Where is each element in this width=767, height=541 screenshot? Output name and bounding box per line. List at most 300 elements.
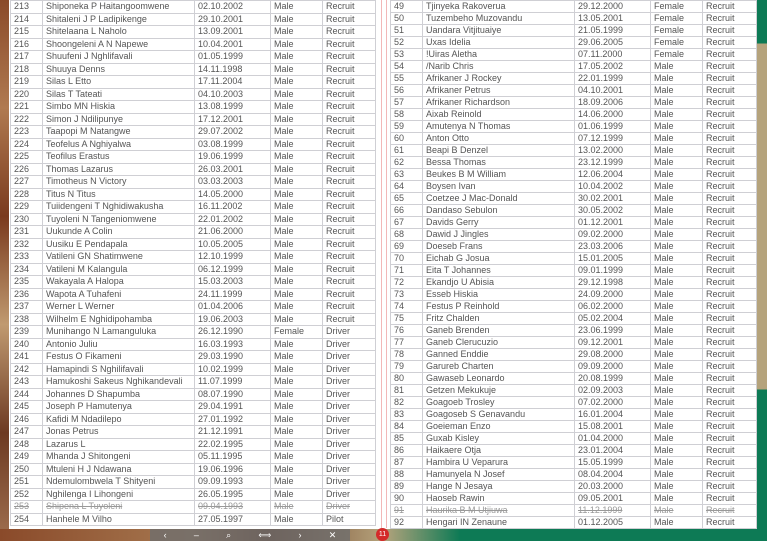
gender-cell: Male [271, 213, 323, 226]
gender-cell: Male [271, 426, 323, 439]
gender-cell: Male [271, 88, 323, 101]
name-cell: Titus N Titus [43, 188, 195, 201]
gender-cell: Male [271, 251, 323, 264]
name-cell: Thomas Lazarus [43, 163, 195, 176]
close-icon[interactable]: ✕ [328, 530, 337, 540]
row-number-cell: 49 [391, 1, 423, 13]
name-cell: Jonas Petrus [43, 426, 195, 439]
table-row [11, 351, 376, 364]
table-row [391, 133, 757, 145]
table-row [11, 413, 376, 426]
role-cell: Recruit [703, 397, 757, 409]
gender-cell: Male [651, 181, 703, 193]
date-of-birth-cell: 16.11.2002 [195, 201, 271, 214]
name-cell: Afrikaner Richardson [423, 97, 575, 109]
table-row [11, 263, 376, 276]
date-of-birth-cell: 29.10.2001 [195, 13, 271, 26]
table-row [391, 337, 757, 349]
table-row [11, 463, 376, 476]
gender-cell: Male [271, 226, 323, 239]
table-row [391, 157, 757, 169]
role-cell: Recruit [703, 157, 757, 169]
name-cell: Guxab Kisley [423, 433, 575, 445]
date-of-birth-cell: 09.04.1993 [195, 501, 271, 514]
name-cell: Teofelus A Nghiyalwa [43, 138, 195, 151]
date-of-birth-cell: 19.06.2003 [195, 313, 271, 326]
table-row [11, 213, 376, 226]
date-of-birth-cell: 07.12.1999 [575, 133, 651, 145]
gender-cell: Male [271, 138, 323, 151]
table-row [391, 265, 757, 277]
name-cell: Gawaseb Leonardo [423, 373, 575, 385]
row-number-cell: 62 [391, 157, 423, 169]
table-row [11, 313, 376, 326]
gender-cell: Male [271, 501, 323, 514]
table-row [11, 501, 376, 514]
role-cell: Recruit [703, 265, 757, 277]
date-of-birth-cell: 09.09.1993 [195, 476, 271, 489]
table-row [391, 313, 757, 325]
role-cell: Recruit [703, 337, 757, 349]
date-of-birth-cell: 04.10.2001 [575, 85, 651, 97]
gender-cell: Male [651, 361, 703, 373]
role-cell: Recruit [703, 121, 757, 133]
role-cell: Recruit [703, 205, 757, 217]
role-cell: Recruit [323, 126, 376, 139]
gender-cell: Male [271, 51, 323, 64]
role-cell: Recruit [323, 63, 376, 76]
role-cell: Recruit [323, 1, 376, 14]
gender-cell: Female [271, 326, 323, 339]
table-row [11, 376, 376, 389]
chevron-right-icon[interactable]: › [298, 530, 302, 540]
role-cell: Recruit [703, 373, 757, 385]
row-number-cell: 55 [391, 73, 423, 85]
table-row [391, 277, 757, 289]
gender-cell: Male [271, 438, 323, 451]
role-cell: Recruit [703, 517, 757, 529]
table-row [11, 138, 376, 151]
row-number-cell: 83 [391, 409, 423, 421]
name-cell: Uusiku E Pendapala [43, 238, 195, 251]
role-cell: Driver [323, 388, 376, 401]
date-of-birth-cell: 19.06.1996 [195, 463, 271, 476]
name-cell: Silas T Tateati [43, 88, 195, 101]
row-number-cell: 239 [11, 326, 43, 339]
arrows-icon[interactable]: ⟺ [258, 530, 272, 540]
role-cell: Recruit [323, 13, 376, 26]
role-cell: Recruit [323, 201, 376, 214]
name-cell: Anton Otto [423, 133, 575, 145]
table-row [391, 37, 757, 49]
date-of-birth-cell: 09.01.1999 [575, 265, 651, 277]
role-cell: Recruit [703, 37, 757, 49]
name-cell: Ekandjo U Abisia [423, 277, 575, 289]
table-row [391, 25, 757, 37]
table-row [11, 1, 376, 14]
date-of-birth-cell: 03.08.1999 [195, 138, 271, 151]
name-cell: Dawid J Jingles [423, 229, 575, 241]
table-row [11, 51, 376, 64]
row-number-cell: 249 [11, 451, 43, 464]
name-cell: Vatileni M Kalangula [43, 263, 195, 276]
table-row [391, 421, 757, 433]
name-cell: Hamunyela N Josef [423, 469, 575, 481]
name-cell: Uukunde A Colin [43, 226, 195, 239]
name-cell: /Narib Chris [423, 61, 575, 73]
table-row [11, 363, 376, 376]
name-cell: Goagoseb S Genavandu [423, 409, 575, 421]
gender-cell: Male [651, 205, 703, 217]
row-number-cell: 213 [11, 1, 43, 14]
viewer-toolbar [150, 529, 350, 541]
row-number-cell: 219 [11, 76, 43, 89]
table-row [391, 301, 757, 313]
table-row [11, 113, 376, 126]
table-row [11, 176, 376, 189]
date-of-birth-cell: 29.04.1991 [195, 401, 271, 414]
page-edge-decoration [757, 0, 767, 541]
table-row [391, 457, 757, 469]
role-cell: Recruit [703, 25, 757, 37]
table-row [11, 276, 376, 289]
table-row [11, 401, 376, 414]
row-number-cell: 251 [11, 476, 43, 489]
gender-cell: Male [651, 169, 703, 181]
role-cell: Recruit [703, 61, 757, 73]
date-of-birth-cell: 10.05.2005 [195, 238, 271, 251]
date-of-birth-cell: 11.07.1999 [195, 376, 271, 389]
role-cell: Driver [323, 501, 376, 514]
role-cell: Recruit [323, 263, 376, 276]
gender-cell: Male [651, 385, 703, 397]
row-number-cell: 214 [11, 13, 43, 26]
table-row [11, 101, 376, 114]
date-of-birth-cell: 10.04.2002 [575, 181, 651, 193]
date-of-birth-cell: 24.09.2000 [575, 289, 651, 301]
gender-cell: Male [271, 76, 323, 89]
gender-cell: Female [651, 25, 703, 37]
date-of-birth-cell: 27.05.1997 [195, 513, 271, 526]
table-row [391, 241, 757, 253]
row-number-cell: 92 [391, 517, 423, 529]
row-number-cell: 244 [11, 388, 43, 401]
gender-cell: Male [651, 277, 703, 289]
table-row [11, 338, 376, 351]
table-row [11, 288, 376, 301]
table-row [11, 226, 376, 239]
personnel-table-right [390, 0, 757, 529]
name-cell: Kafidi M Ndadilepo [43, 413, 195, 426]
gender-cell: Male [651, 373, 703, 385]
gender-cell: Female [651, 37, 703, 49]
name-cell: Bessa Thomas [423, 157, 575, 169]
date-of-birth-cell: 07.11.2000 [575, 49, 651, 61]
date-of-birth-cell: 13.02.2000 [575, 145, 651, 157]
date-of-birth-cell: 23.03.2006 [575, 241, 651, 253]
gender-cell: Male [651, 301, 703, 313]
table-row [11, 38, 376, 51]
table-row [11, 513, 376, 526]
name-cell: Getzen Mekukuje [423, 385, 575, 397]
date-of-birth-cell: 17.05.2002 [575, 61, 651, 73]
name-cell: Hengari IN Zenaune [423, 517, 575, 529]
gender-cell: Male [271, 363, 323, 376]
role-cell: Recruit [703, 193, 757, 205]
gender-cell: Male [651, 265, 703, 277]
row-number-cell: 79 [391, 361, 423, 373]
role-cell: Recruit [323, 51, 376, 64]
row-number-cell: 53 [391, 49, 423, 61]
zoom-icon[interactable]: ⌕ [226, 530, 232, 540]
name-cell: Johannes D Shapumba [43, 388, 195, 401]
table-row [391, 121, 757, 133]
gender-cell: Male [651, 61, 703, 73]
gender-cell: Male [651, 397, 703, 409]
date-of-birth-cell: 02.09.2003 [575, 385, 651, 397]
table-row [11, 251, 376, 264]
name-cell: Werner L Werner [43, 301, 195, 314]
date-of-birth-cell: 13.05.2001 [575, 13, 651, 25]
role-cell: Recruit [703, 109, 757, 121]
table-row [391, 61, 757, 73]
row-number-cell: 222 [11, 113, 43, 126]
role-cell: Recruit [703, 49, 757, 61]
table-row [391, 433, 757, 445]
row-number-cell: 89 [391, 481, 423, 493]
role-cell: Recruit [703, 421, 757, 433]
row-number-cell: 223 [11, 126, 43, 139]
row-number-cell: 88 [391, 469, 423, 481]
date-of-birth-cell: 06.12.1999 [195, 263, 271, 276]
role-cell: Recruit [703, 385, 757, 397]
date-of-birth-cell: 08.07.1990 [195, 388, 271, 401]
date-of-birth-cell: 12.10.1999 [195, 251, 271, 264]
row-number-cell: 56 [391, 85, 423, 97]
table-row [11, 163, 376, 176]
date-of-birth-cell: 17.11.2004 [195, 76, 271, 89]
row-number-cell: 90 [391, 493, 423, 505]
gender-cell: Male [651, 97, 703, 109]
role-cell: Recruit [703, 1, 757, 13]
name-cell: Haurika B M Utjiuwa [423, 505, 575, 517]
row-number-cell: 247 [11, 426, 43, 439]
name-cell: Esseb Hiskia [423, 289, 575, 301]
date-of-birth-cell: 29.03.1990 [195, 351, 271, 364]
role-cell: Recruit [703, 97, 757, 109]
role-cell: Driver [323, 338, 376, 351]
table-row [11, 451, 376, 464]
role-cell: Recruit [703, 289, 757, 301]
name-cell: Haoseb Rawin [423, 493, 575, 505]
table-row [391, 253, 757, 265]
table-row [391, 349, 757, 361]
row-number-cell: 81 [391, 385, 423, 397]
name-cell: Simon J Ndilipunye [43, 113, 195, 126]
table-row [391, 361, 757, 373]
gender-cell: Female [651, 13, 703, 25]
name-cell: Shipena L Tuyoleni [43, 501, 195, 514]
row-number-cell: 226 [11, 163, 43, 176]
date-of-birth-cell: 09.05.2001 [575, 493, 651, 505]
gender-cell: Male [271, 451, 323, 464]
gender-cell: Male [651, 313, 703, 325]
date-of-birth-cell: 21.05.1999 [575, 25, 651, 37]
gender-cell: Male [271, 263, 323, 276]
date-of-birth-cell: 15.05.1999 [575, 457, 651, 469]
role-cell: Recruit [323, 188, 376, 201]
table-row [391, 109, 757, 121]
row-number-cell: 84 [391, 421, 423, 433]
date-of-birth-cell: 11.12.1999 [575, 505, 651, 517]
role-cell: Recruit [703, 445, 757, 457]
role-cell: Recruit [703, 481, 757, 493]
row-number-cell: 59 [391, 121, 423, 133]
chevron-left-icon[interactable]: ‹ [163, 530, 167, 540]
name-cell: Vatileni GN Shatimwene [43, 251, 195, 264]
name-cell: Tuzembeho Muzovandu [423, 13, 575, 25]
role-cell: Recruit [323, 26, 376, 39]
table-row [391, 193, 757, 205]
row-number-cell: 232 [11, 238, 43, 251]
name-cell: Fritz Chalden [423, 313, 575, 325]
name-cell: Wakayala A Halopa [43, 276, 195, 289]
table-row [11, 151, 376, 164]
date-of-birth-cell: 29.12.2000 [575, 1, 651, 13]
gender-cell: Male [651, 433, 703, 445]
row-number-cell: 236 [11, 288, 43, 301]
gender-cell: Male [651, 517, 703, 529]
date-of-birth-cell: 15.08.2001 [575, 421, 651, 433]
name-cell: Wilhelm E Nghidipohamba [43, 313, 195, 326]
role-cell: Driver [323, 351, 376, 364]
table-row [11, 88, 376, 101]
gender-cell: Male [651, 217, 703, 229]
table-row [11, 201, 376, 214]
name-cell: !Uiras Aletha [423, 49, 575, 61]
row-number-cell: 58 [391, 109, 423, 121]
role-cell: Recruit [323, 113, 376, 126]
row-number-cell: 54 [391, 61, 423, 73]
row-number-cell: 246 [11, 413, 43, 426]
name-cell: Ganned Enddie [423, 349, 575, 361]
date-of-birth-cell: 15.01.2005 [575, 253, 651, 265]
name-cell: Dandaso Sebulon [423, 205, 575, 217]
role-cell: Recruit [703, 169, 757, 181]
role-cell: Driver [323, 376, 376, 389]
name-cell: Uandara Vitjituaiye [423, 25, 575, 37]
minus-icon[interactable]: – [193, 530, 199, 540]
row-number-cell: 72 [391, 277, 423, 289]
date-of-birth-cell: 22.01.1999 [575, 73, 651, 85]
table-row [11, 438, 376, 451]
row-number-cell: 69 [391, 241, 423, 253]
date-of-birth-cell: 23.06.1999 [575, 325, 651, 337]
row-number-cell: 51 [391, 25, 423, 37]
name-cell: Joseph P Hamutenya [43, 401, 195, 414]
date-of-birth-cell: 09.09.2000 [575, 361, 651, 373]
date-of-birth-cell: 07.02.2000 [575, 397, 651, 409]
date-of-birth-cell: 06.02.2000 [575, 301, 651, 313]
table-row [391, 289, 757, 301]
name-cell: Shitelaana L Naholo [43, 26, 195, 39]
gender-cell: Male [651, 193, 703, 205]
table-row [11, 13, 376, 26]
date-of-birth-cell: 16.01.2004 [575, 409, 651, 421]
name-cell: Tuyoleni N Tangeniomwene [43, 213, 195, 226]
row-number-cell: 50 [391, 13, 423, 25]
name-cell: Simbo MN Hiskia [43, 101, 195, 114]
table-row [391, 493, 757, 505]
gender-cell: Male [651, 289, 703, 301]
gender-cell: Male [271, 513, 323, 526]
name-cell: Nghilenga I Lihongeni [43, 488, 195, 501]
role-cell: Driver [323, 401, 376, 414]
gender-cell: Male [271, 126, 323, 139]
name-cell: Hambira U Veparura [423, 457, 575, 469]
date-of-birth-cell: 10.02.1999 [195, 363, 271, 376]
name-cell: Wapota A Tuhafeni [43, 288, 195, 301]
table-row [11, 63, 376, 76]
table-row [391, 385, 757, 397]
gender-cell: Male [271, 188, 323, 201]
role-cell: Recruit [703, 361, 757, 373]
row-number-cell: 252 [11, 488, 43, 501]
row-number-cell: 82 [391, 397, 423, 409]
row-number-cell: 242 [11, 363, 43, 376]
table-row [391, 481, 757, 493]
table-row [11, 238, 376, 251]
role-cell: Driver [323, 463, 376, 476]
date-of-birth-cell: 23.01.2004 [575, 445, 651, 457]
gender-cell: Male [271, 201, 323, 214]
name-cell: Shuuya Denns [43, 63, 195, 76]
gender-cell: Male [271, 351, 323, 364]
table-row [391, 205, 757, 217]
name-cell: Hamukoshi Sakeus Nghikandevali [43, 376, 195, 389]
date-of-birth-cell: 09.12.2001 [575, 337, 651, 349]
date-of-birth-cell: 17.12.2001 [195, 113, 271, 126]
table-row [391, 145, 757, 157]
gender-cell: Male [271, 13, 323, 26]
row-number-cell: 60 [391, 133, 423, 145]
role-cell: Recruit [703, 229, 757, 241]
gender-cell: Male [271, 401, 323, 414]
role-cell: Recruit [703, 181, 757, 193]
date-of-birth-cell: 15.03.2003 [195, 276, 271, 289]
gender-cell: Male [651, 109, 703, 121]
gender-cell: Male [271, 376, 323, 389]
table-row [11, 426, 376, 439]
gender-cell: Male [651, 85, 703, 97]
row-number-cell: 245 [11, 401, 43, 414]
date-of-birth-cell: 04.10.2003 [195, 88, 271, 101]
role-cell: Driver [323, 426, 376, 439]
gender-cell: Male [271, 338, 323, 351]
date-of-birth-cell: 20.03.2000 [575, 481, 651, 493]
row-number-cell: 57 [391, 97, 423, 109]
gender-cell: Male [271, 1, 323, 14]
row-number-cell: 85 [391, 433, 423, 445]
role-cell: Recruit [703, 325, 757, 337]
role-cell: Recruit [703, 409, 757, 421]
row-number-cell: 66 [391, 205, 423, 217]
row-number-cell: 64 [391, 181, 423, 193]
gender-cell: Male [651, 445, 703, 457]
date-of-birth-cell: 26.12.1990 [195, 326, 271, 339]
row-number-cell: 67 [391, 217, 423, 229]
name-cell: Hanhele M Vilho [43, 513, 195, 526]
